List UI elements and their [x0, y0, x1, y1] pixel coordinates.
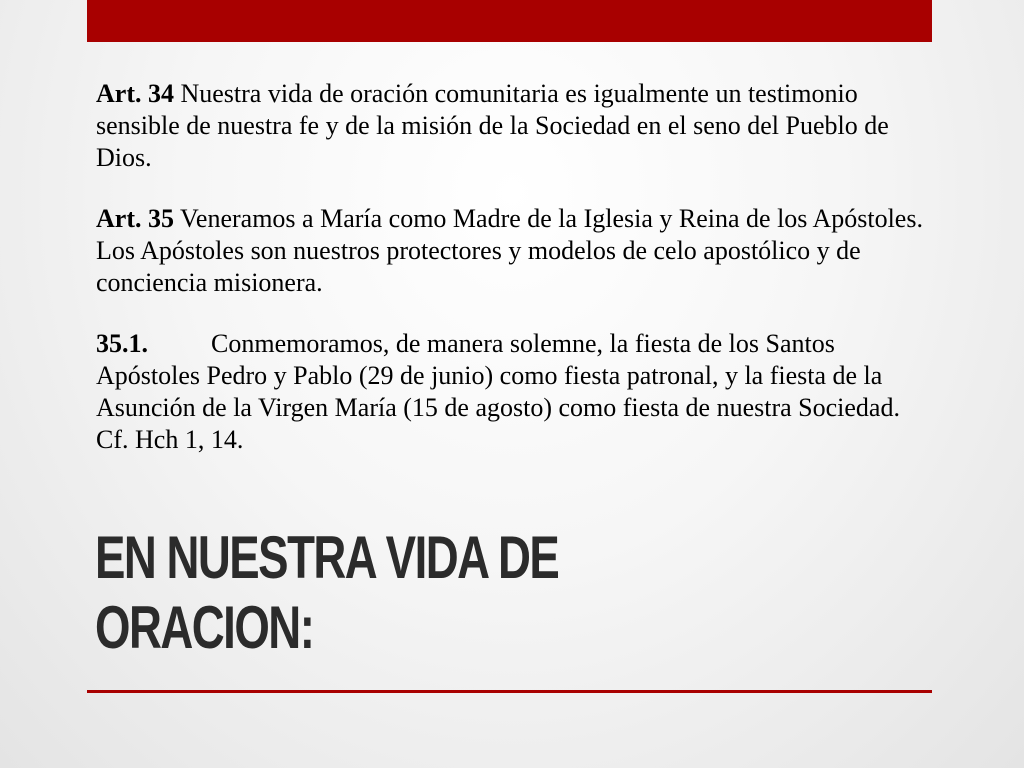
title-underline [87, 690, 932, 693]
article-35 [96, 203, 926, 299]
top-accent-bar [87, 0, 932, 42]
article-35-1 [96, 328, 926, 456]
article-text: Veneramos a María como Madre de la Iglesia y Reina de los Apóstoles. Los Apóstoles son nuestros protectores y modelos de celo apostólico y de conciencia misionera. [96, 204, 923, 297]
article-number: 35.1. [96, 329, 148, 358]
article-number: Art. 35 [96, 204, 174, 233]
article-text: Nuestra vida de oración comunitaria es igualmente un testimonio sensible de nuestra fe y de la misión de la Sociedad en el seno del Pueblo de Dios. [96, 79, 889, 172]
article-number: Art. 34 [96, 79, 174, 108]
body-text [96, 78, 926, 485]
slide-title: EN NUESTRA VIDA DE ORACION: [95, 524, 559, 661]
article-text: Conmemoramos, de manera solemne, la fiesta de los Santos Apóstoles Pedro y Pablo (29 de junio) como fiesta patronal, y la fiesta de la Asunción de la Virgen María (15 de agosto) como fiesta de nuestra Sociedad. Cf. Hch 1, 14. [96, 329, 900, 454]
article-34 [96, 78, 926, 174]
